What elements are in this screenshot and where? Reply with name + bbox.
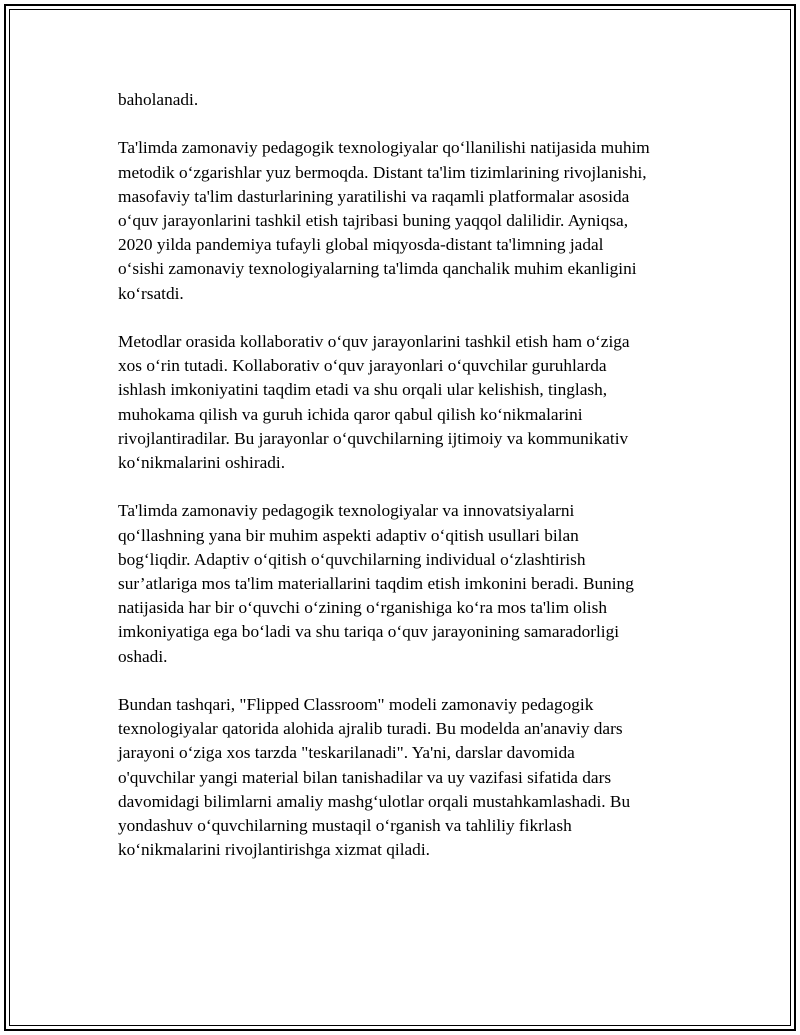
paragraph: baholanadi. bbox=[118, 90, 199, 109]
paragraph: Ta'limda zamonaviy pedagogik texnologiyalar qo‘llanilishi natijasida muhim metodik o‘zgarishlar yuz bermoqda. Distant ta'lim tizimlarining rivojlanishi, masofaviy ta'lim dasturlarining yaratilishi va raqamli platformalar asosida o‘quv jarayonlarini tashkil etish tajribasi buning yaqqol dalilidir. Ayniqsa, 2020 yilda pandemiya tufayli global miqyosda-distant ta'limning jadal o‘sishi zamonaviy texnologiyalarning ta'limda qanchalik muhim ekanligini ko‘rsatdi. bbox=[118, 138, 650, 303]
paragraph: Bundan tashqari, "Flipped Classroom" modeli zamonaviy pedagogik texnologiyalar qatorida alohida ajralib turadi. Bu modelda an'anaviy dars jarayoni o‘ziga xos tarzda "teskarilanadi". Ya'ni, darslar davomida o'quvchilar yangi material bilan tanishadilar va uy vazifasi sifatida dars davomidagi bilimlarni amaliy mashg‘ulotlar orqali mustahkamlashadi. Bu yondashuv o‘quvchilarning mustaqil o‘rganish va tahliliy fikrlash ko‘nikmalarini rivojlantirishga xizmat qiladi. bbox=[118, 695, 631, 860]
paragraph: Ta'limda zamonaviy pedagogik texnologiyalar va innovatsiyalarni qo‘llashning yana bir muhim aspekti adaptiv o‘qitish usullari bilan bog‘liqdir. Adaptiv o‘qitish o‘quvchilarning individual o‘zlashtirish sur’atlariga mos ta'lim materiallarini taqdim etish imkonini beradi. Buning natijasida har bir o‘quvchi o‘zining o‘rganishiga ko‘ra mos ta'lim olish imkoniyatiga ega bo‘ladi va shu tariqa o‘quv jarayonining samaradorligi oshadi. bbox=[118, 501, 634, 666]
paragraph: Metodlar orasida kollaborativ o‘quv jarayonlarini tashkil etish ham o‘ziga xos o‘rin tutadi. Kollaborativ o‘quv jarayonlari o‘quvchilar guruhlarda ishlash imkoniyatini taqdim etadi va shu orqali ular kelishish, tinglash, muhokama qilish va guruh ichida qaror qabul qilish ko‘nikmalarini rivojlantiradilar. Bu jarayonlar o‘quvchilarning ijtimoiy va kommunikativ ko‘nikmalarini oshiradi. bbox=[118, 332, 630, 473]
document-body bbox=[118, 88, 698, 887]
